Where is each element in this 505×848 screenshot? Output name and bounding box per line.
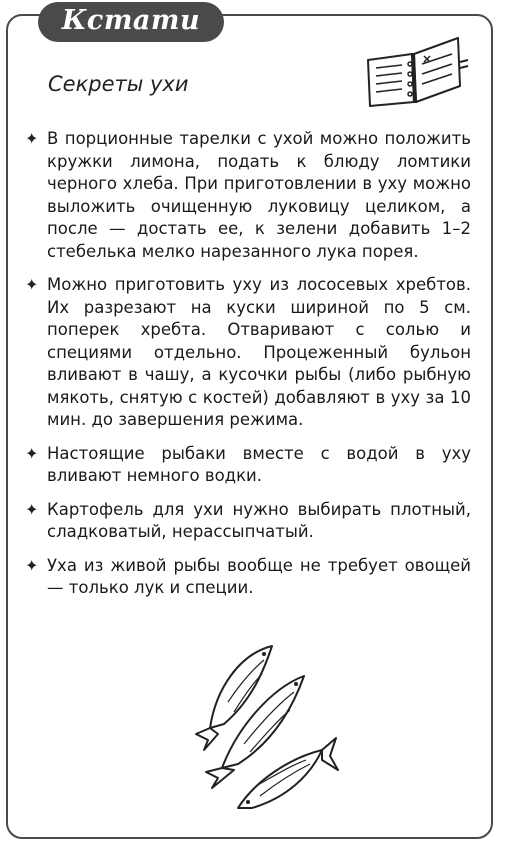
list-item — [25, 128, 471, 263]
list-item — [25, 274, 471, 432]
four-point-star-icon: ✦ — [25, 443, 39, 463]
list-item — [25, 443, 471, 488]
section-title: Секреты ухи — [48, 72, 189, 96]
tip-text: В порционные тарелки с ухой можно положить кружки лимона, подать к блюду ломтики черного хлеба. При приготовлении в уху можно выложить очищенную луковицу целиком, а после — достать ее, к зелени добавить 1–2 стебелька мелко нарезанного лука порея. — [47, 129, 471, 261]
tip-text: Настоящие рыбаки вместе с водой в уху вливают немного водки. — [47, 443, 471, 485]
list-item — [25, 555, 471, 600]
four-point-star-icon: ✦ — [25, 275, 39, 294]
four-point-star-icon: ✦ — [25, 129, 39, 148]
four-point-star-icon: ✦ — [25, 499, 39, 519]
tip-text: Картофель для ухи нужно выбирать плотный, сладковатый, нерассыпчатый. — [47, 499, 471, 541]
four-point-star-icon: ✦ — [25, 555, 39, 575]
list-item — [25, 499, 471, 544]
fish-illustration — [190, 640, 340, 820]
section-badge: Кстати — [38, 2, 224, 42]
tips-list — [25, 128, 471, 611]
tip-text: Уха из живой рыбы вообще не требует овощей — только лук и специи. — [47, 555, 471, 597]
tip-text: Можно приготовить уху из лососевых хребтов. Их разрезают на куски шириной по 5 см. поперек хребта. Отваривают с солью и специями отдельно. Процеженный бульон вливают в чашу, а кусочки рыбы (либо рыбную мякоть, снятую с костей) добавляют в уху за 10 мин. до завершения режима. — [47, 275, 471, 429]
notebook-icon — [362, 32, 470, 108]
